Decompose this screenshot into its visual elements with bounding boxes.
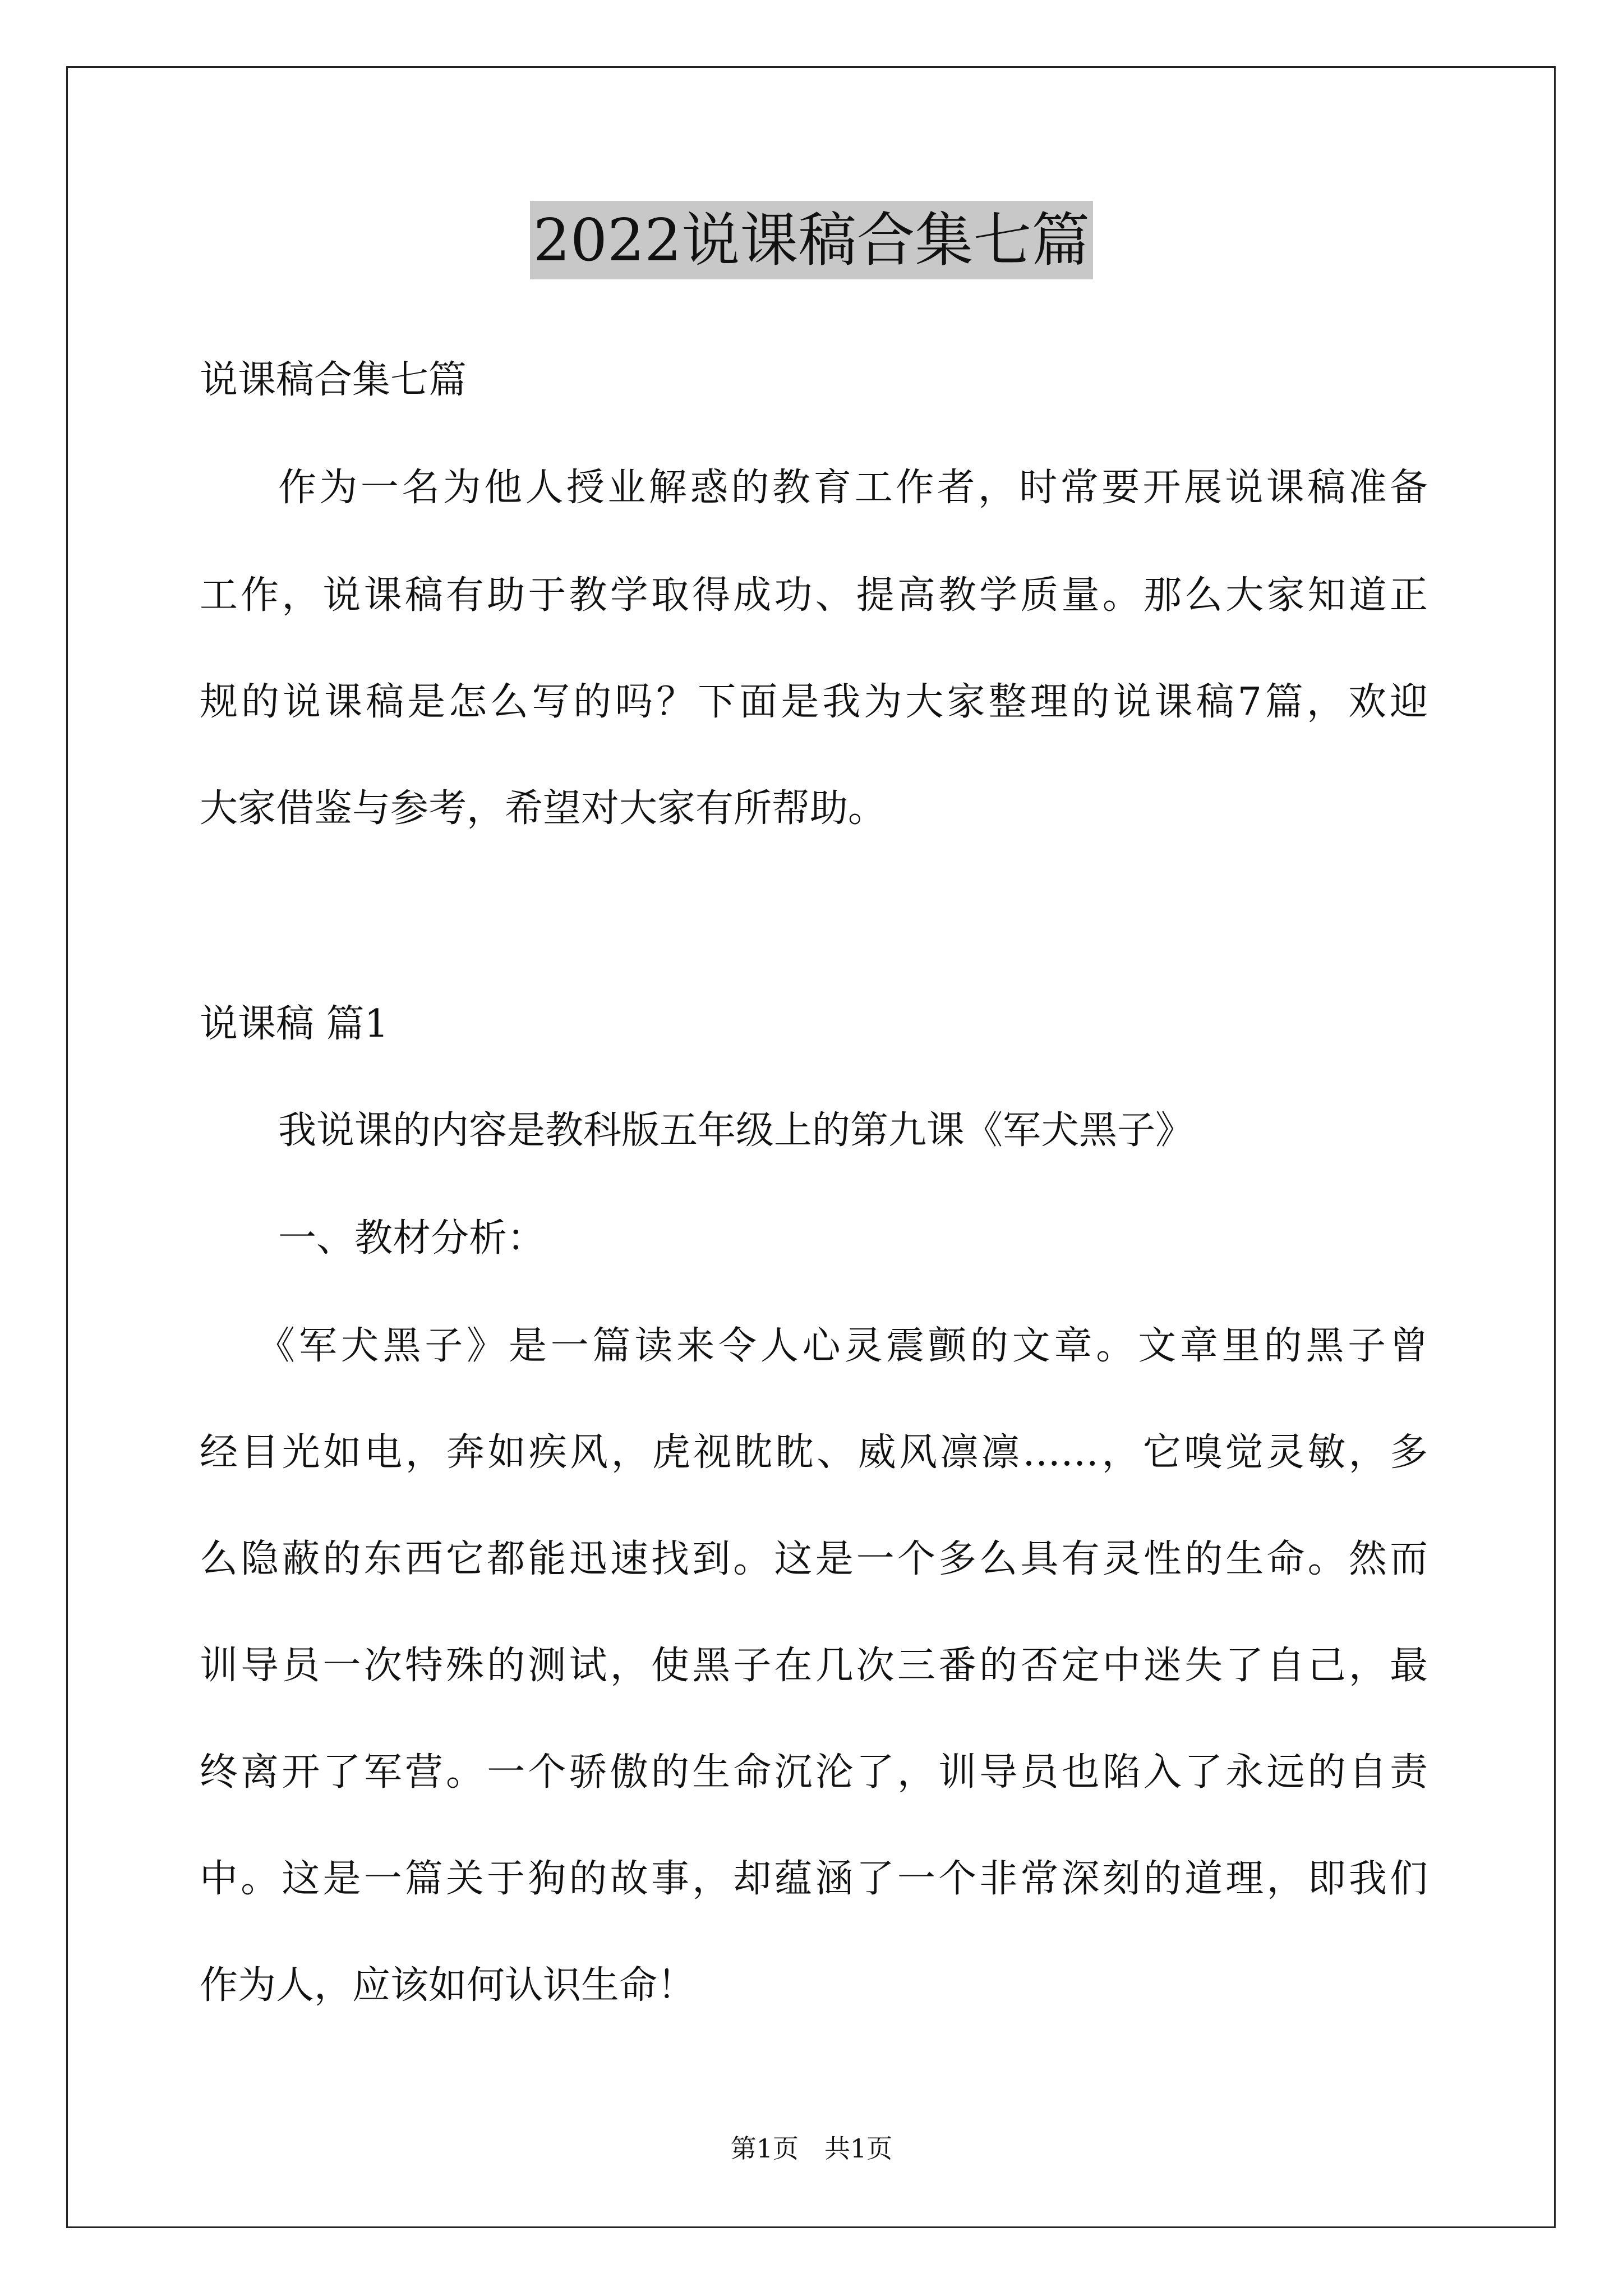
paragraph-line: 《军犬黑子》是一篇读来令人心灵震颤的文章。文章里的黑子曾 [257, 1324, 1428, 1368]
paragraph-line: 作为一名为他人授业解惑的教育工作者，时常要开展说课稿准备 [278, 466, 1428, 510]
document-subtitle: 说课稿合集七篇 [200, 358, 467, 402]
paragraph-line: 大家借鉴与参考，希望对大家有所帮助。 [200, 786, 887, 831]
paragraph-line: 经目光如电，奔如疾风，虎视眈眈、威风凛凛……，它嗅觉灵敏，多 [200, 1430, 1428, 1475]
paragraph-line: 工作，说课稿有助于教学取得成功、提高教学质量。那么大家知道正 [200, 573, 1428, 618]
paragraph-line: 训导员一次特殊的测试，使黑子在几次三番的否定中迷失了自己，最 [200, 1644, 1428, 1688]
paragraph-line: 作为人，应该如何认识生命！ [200, 1963, 696, 2008]
paragraph-line: 规的说课稿是怎么写的吗？下面是我为大家整理的说课稿7篇，欢迎 [200, 680, 1428, 724]
paragraph-line: 么隐蔽的东西它都能迅速找到。这是一个多么具有灵性的生命。然而 [200, 1537, 1428, 1581]
paragraph-line: 终离开了军营。一个骄傲的生命沉沦了，训导员也陷入了永远的自责 [200, 1750, 1428, 1795]
title-container [0, 201, 1623, 279]
paragraph-line: 一、教材分析： [278, 1216, 546, 1260]
page-footer: 第1页 共1页 [730, 2133, 893, 2164]
paragraph-line: 我说课的内容是教科版五年级上的第九课《军犬黑子》 [278, 1108, 1194, 1153]
section-heading: 说课稿 篇1 [200, 1002, 389, 1046]
document-title: 2022说课稿合集七篇 [530, 201, 1094, 279]
paragraph-line: 中。这是一篇关于狗的故事，却蕴涵了一个非常深刻的道理，即我们 [200, 1857, 1428, 1901]
